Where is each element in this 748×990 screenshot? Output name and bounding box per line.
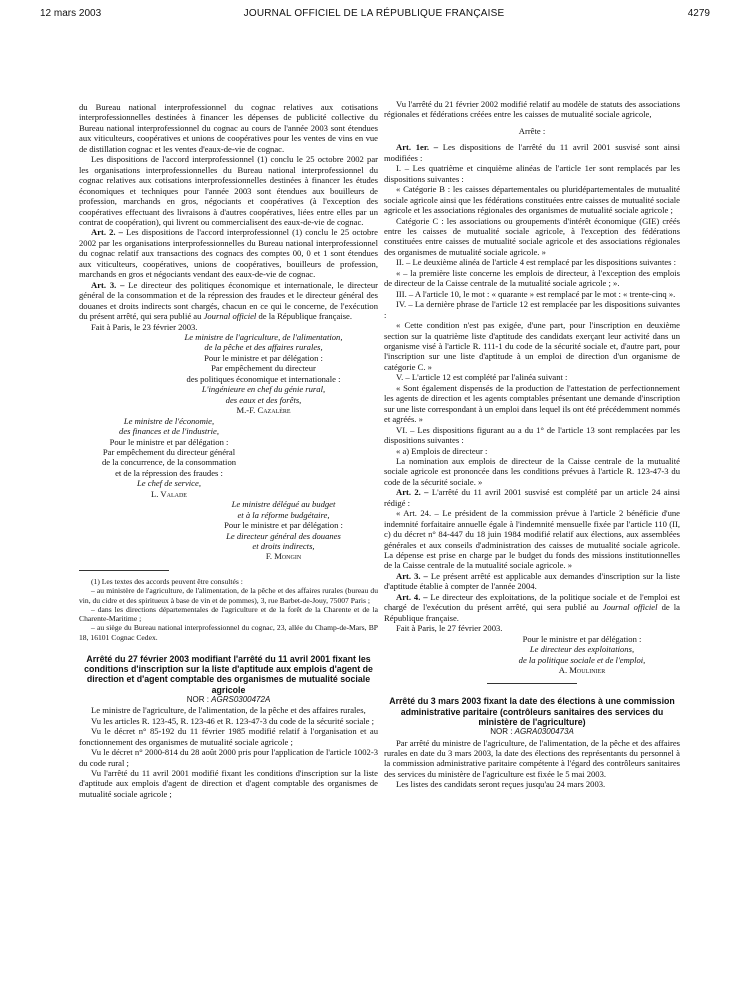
paragraph: Le ministre de l'agriculture, de l'alimentation, de la pêche et des affaires rurales, bbox=[91, 705, 366, 716]
header-journal-title: JOURNAL OFFICIEL DE LA RÉPUBLIQUE FRANÇAISE bbox=[243, 8, 505, 19]
paragraph: VI. – Les dispositions figurant au a du 1° de l'article 13 sont remplacées par les dispositions suivantes : bbox=[384, 424, 680, 446]
article-label: Art. 3. – bbox=[91, 279, 125, 290]
decree-title: Arrêté du 27 février 2003 modifiant l'arrêté du 11 avril 2001 fixant les conditions d'inscription sur la liste d'aptitude aux emplois d'agent de direction et d'agent comptable des organismes de mutualité sociale agricole bbox=[84, 654, 373, 695]
quote: « a) Emplois de directeur : bbox=[396, 445, 488, 456]
paragraph: du Bureau national interprofessionnel du cognac relatives aux cotisations interprofessionnelles destinées à financer les dépenses de publicité collective du Bureau national interprofessionnel du cognac au cours de l'année 2003 sont étendues aux viticulteurs, coopératives et unions de coopératives pour les ventes de vins en vue de distillation cognac et les ventes d'eaux-de-vie de cognac. bbox=[79, 102, 378, 154]
signatory-name: A. Moulinier bbox=[558, 665, 606, 676]
signatory-name: L. Valade bbox=[151, 488, 187, 499]
article-1: Art. 1er. – Les dispositions de l'arrêté du 11 avril 2001 susvisé sont ainsi modifiées : bbox=[384, 142, 680, 163]
signature-block-3: Le ministre délégué au budget et à la réforme budgétaire, Pour le ministre et par délégation : Le directeur général des douanes et droits indirects, F. Mongin bbox=[79, 499, 378, 562]
paragraph: II. – Le deuxième alinéa de l'article 4 est remplacé par les dispositions suivantes : bbox=[396, 257, 677, 268]
quote: « Cette condition n'est pas exigée, d'une part, pour l'inscription en deuxième section sur la quatrième liste d'aptitude des candidats exerçant leur activité dans un organisme visé à l'article R. 111-1 du code de la sécurité sociale et, d'autre part, pour l'inscription sur une liste d'aptitude à un emploi de direction d'un organisme de catégorie C. » bbox=[384, 320, 680, 372]
signatory-name: F. Mongin bbox=[265, 551, 302, 562]
paragraph: Les dispositions de l'accord interprofessionnel (1) conclu le 25 octobre 2002 par les organisations interprofessionnelles du Bureau national interprofessionnel du cognac relatives aux cotisations interprofessionnelles destinées à financer les études économiques et techniques pour l'année 2003 sont étendues aux bouilleurs de profession, marchands en gros, négociants et coopératives (à l'exception des coopératives effectuant des livraisons à d'autres coopératives, liées entre elles par un contrat de coopération), qui livrent ou commercialisent des eaux-de-vie de cognac. bbox=[79, 154, 378, 227]
left-column bbox=[79, 102, 378, 799]
article-4: Art. 4. – Le directeur des exploitations, de la politique sociale et de l'emploi est chargé de l'exécution du présent arrêté, qui sera publié au Journal officiel de la République française. bbox=[384, 591, 680, 623]
article-3: Art. 3. – Le directeur des politiques économique et internationale, le directeur général de la consommation et de la répression des fraudes et le directeur général des douanes et droits indirects sont chargés, chacun en ce qui le concerne, de l'exécution du présent arrêté, qui sera publié au Journal officiel de la République française. bbox=[79, 279, 378, 322]
article-label: Art. 2. – bbox=[91, 227, 123, 238]
article-label: Art. 2. – bbox=[396, 487, 429, 498]
quote: « Sont également dispensés de la production de l'attestation de perfectionnement les agents de direction et les agents comptables présentant une demande d'inscription sur une liste correspondant à un emploi dans lequel ils ont été précédemment nommés et agréés. » bbox=[384, 382, 680, 425]
done-at: Fait à Paris, le 23 février 2003. bbox=[91, 321, 198, 332]
visa: Vu le décret n° 85-192 du 11 février 1985 modifié relatif à l'organisation et au fonctionnement des organismes de mutualité sociale agricole ; bbox=[79, 726, 378, 747]
quote: « Catégorie B : les caisses départementales ou pluridépartementales de mutualité sociale agricole ainsi que les fédérations constituées entre caisses de mutualité sociale agricole et les associations régionales des organismes de mutualité sociale agricole ; bbox=[384, 184, 680, 216]
paragraph: I. – Les quatrième et cinquième alinéas de l'article 1er sont remplacés par les dispositions suivantes : bbox=[384, 163, 680, 184]
nor-reference: NOR : AGRS0300472A bbox=[186, 694, 271, 704]
paragraph: IV. – La dernière phrase de l'article 12 est remplacée par les dispositions suivantes : bbox=[384, 299, 680, 320]
quote: La nomination aux emplois de directeur de la Caisse centrale de la mutualité sociale agricole est prononcée dans les conditions prévues à l'article R. 123-47-3 du code de la sécurité sociale. » bbox=[384, 455, 680, 487]
article-label: Art. 1er. – bbox=[396, 142, 439, 153]
article-2: Art. 2. – Les dispositions de l'accord interprofessionnel (1) conclu le 25 octobre 2002 par les organisations interprofessionnelles du Bureau national interprofessionnel du cognac relatif aux transactions des cognacs des comptes 00, 0 et 1 sont étendues aux viticulteurs, coopératives, unions de coopératives, bouilleurs de profession, marchands en gros et négociants vendant des eaux-de-vie de cognac. bbox=[79, 227, 378, 280]
quote: « Art. 24. – Le président de la commission prévue à l'article 2 bénéficie d'une indemnité forfaitaire annuelle égale à l'indemnité mensuelle fixée par l'article 110 (II, c) du décret n° 84-447 du 18 juin 1984 modifié relatif aux élections, aux assemblées générales et aux conseils d'administration des caisses de mutualité sociale agricole. La dépense est prise en charge par le budget du fonds des missions institutionnelles de la Caisse centrale de la mutualité sociale agricole. » bbox=[384, 508, 680, 571]
quote: Catégorie C : les associations ou groupements d'intérêt économique (GIE) créés entre les caisses de mutualité sociale agricole, à l'exception des fédérations constituées entre caisses de mutualité sociale agricole et des associations régionales des organismes de mutualité sociale agricole. » bbox=[384, 215, 680, 257]
article-2: Art. 2. – L'arrêté du 11 avril 2001 susvisé est complété par un article 24 ainsi rédigé : bbox=[384, 487, 680, 508]
paragraph: Par arrêté du ministre de l'agriculture, de l'alimentation, de la pêche et des affaires rurales en date du 3 mars 2003, la date des élections des représentants du personnel à la commission administrative paritaire compétente à l'égard des contrôleurs sanitaires des services du ministère de l'agriculture est fixée le 5 mai 2003. bbox=[384, 737, 680, 779]
visa: Vu l'arrêté du 11 avril 2001 modifié fixant les conditions d'inscription sur la liste d'aptitude aux emplois d'agent de direction et d'agent comptable des organismes de mutualité sociale agricole ; bbox=[79, 768, 378, 799]
header-page-number: 4279 bbox=[687, 8, 710, 19]
signature-block-1: Le ministre de l'agriculture, de l'alimentation, de la pêche et des affaires rurales, Pour le ministre et par délégation : Par empêchement du directeur des politiques économique et internationale : L'ingénieure en chef du génie rural, des eaux et des forêts, M.-F. Cazalère bbox=[79, 332, 378, 416]
footnote: (1) Les textes des accords peuvent être consultés : – au ministère de l'agriculture, de l'alimentation, de la pêche et des affaires rurales (bureau du vin, du cidre et des spiritueux à base de vin et de pommes), 3, rue Barbet-de-Jouy, 75007 Paris ; – dans les directions départementales de l'agriculture et de la forêt de la Charente et de la Charente-Maritime ; – au siège du Bureau national interprofessionnel du cognac, 23, allée du Champ-de-Mars, BP 18, 16101 Cognac Cedex. bbox=[79, 576, 378, 642]
paragraph: Les listes des candidats seront reçues jusqu'au 24 mars 2003. bbox=[396, 779, 606, 790]
quote: « – la première liste concerne les emplois de directeur, à l'exception des emplois de directeur de la Caisse centrale de la mutualité sociale agricole ; ». bbox=[384, 267, 680, 289]
paragraph: V. – L'article 12 est complété par l'alinéa suivant : bbox=[396, 372, 568, 383]
article-label: Art. 4. – bbox=[396, 591, 428, 602]
header-date: 12 mars 2003 bbox=[40, 8, 102, 19]
footnote-divider bbox=[79, 570, 169, 571]
arrete-heading: Arrête : bbox=[518, 125, 546, 136]
visa: Vu les articles R. 123-45, R. 123-46 et R. 123-47-3 du code de la sécurité sociale ; bbox=[91, 715, 375, 726]
visa: Vu l'arrêté du 21 février 2002 modifié relatif au modèle de statuts des associations régionales et fédérations créées entre les caisses de mutualité sociale agricole, bbox=[384, 99, 680, 120]
page-header bbox=[0, 0, 748, 24]
section-divider bbox=[487, 683, 577, 684]
decree-title: Arrêté du 3 mars 2003 fixant la date des élections à une commission administrative paritaire (contrôleurs sanitaires des services du ministère de l'agriculture) bbox=[389, 696, 675, 727]
article-3: Art. 3. – Le présent arrêté est applicable aux demandes d'inscription sur la liste d'aptitude établie à compter de l'année 2004. bbox=[384, 570, 680, 592]
signature-block-2: Le ministre de l'économie, des finances et de l'industrie, Pour le ministre et par délégation : Par empêchement du directeur général de la concurrence, de la consommation et de la répression des fraudes : Le chef de service, L. Valade bbox=[79, 416, 259, 500]
signatory-name: M.-F. Cazalère bbox=[236, 405, 291, 416]
paragraph: III. – A l'article 10, le mot : « quarante » est remplacé par le mot : « trente-cinq ». bbox=[396, 288, 676, 299]
visa: Vu le décret n° 2000-814 du 28 août 2000 pris pour l'application de l'article 1002-3 du code rural ; bbox=[79, 747, 378, 768]
nor-reference: NOR : AGRA0300473A bbox=[490, 727, 574, 737]
signature-block: Pour le ministre et par délégation : Le directeur des exploitations, de la politique sociale et de l'emploi, A. Moulinier bbox=[384, 634, 680, 676]
right-column bbox=[384, 99, 680, 790]
done-at: Fait à Paris, le 27 février 2003. bbox=[396, 623, 503, 634]
article-label: Art. 3. – bbox=[396, 570, 428, 581]
